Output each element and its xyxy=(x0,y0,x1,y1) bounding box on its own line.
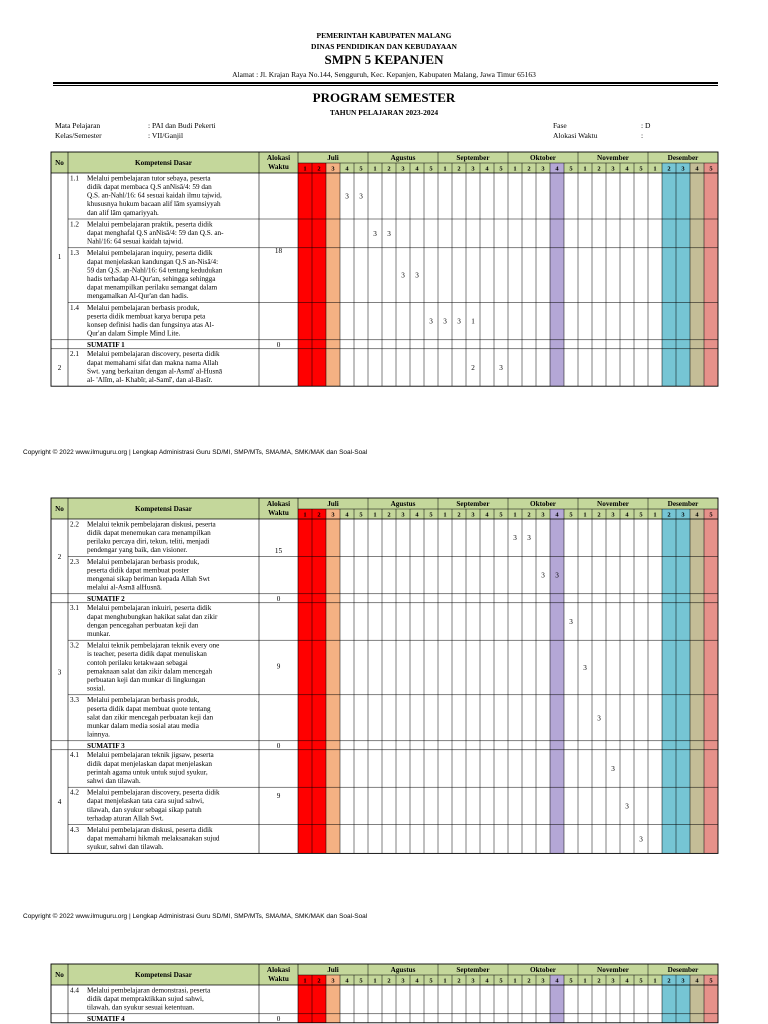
table2-month-september: September xyxy=(456,500,490,508)
table3-week-label: 1 xyxy=(513,977,517,985)
table2-month-agustus: Agustus xyxy=(390,500,416,508)
table3-week-label: 4 xyxy=(695,977,699,985)
class-value: : VII/Ganjil xyxy=(148,131,184,140)
table1-month-agustus: Agustus xyxy=(390,154,416,162)
table1-kd-text: dan alif lām qamariyyah. xyxy=(87,208,159,217)
table2-kd-number: 4.2 xyxy=(70,788,79,797)
table2-kd-text: Melalui pembelajaran berbasis produk, xyxy=(87,696,200,705)
academic-year: TAHUN PELAJARAN 2023-2024 xyxy=(329,108,439,117)
table2-kd-text: syukur, sahwi dan tilawah. xyxy=(87,843,164,852)
table1-week-value: 1 xyxy=(471,317,475,326)
table2-week-label: 2 xyxy=(667,511,671,519)
table1-week-label: 5 xyxy=(429,165,433,173)
table1-kd-number: 1.4 xyxy=(70,303,79,312)
department-name: DINAS PENDIDIKAN DAN KEBUDAYAAN xyxy=(311,42,457,51)
table2-week-band-28 xyxy=(676,519,690,853)
table1-week-value: 3 xyxy=(401,271,405,280)
table3-week-label: 4 xyxy=(415,977,419,985)
table3-month-desember: Desember xyxy=(667,966,699,974)
table3-kd-text: didik dapat mempraktikkan sujud sahwi, xyxy=(87,995,204,1003)
table1-week-band-30 xyxy=(704,173,718,386)
table3-week-label: 2 xyxy=(317,977,321,985)
table2-kd-number: 3.1 xyxy=(70,604,79,613)
table3-week-label: 5 xyxy=(499,977,503,985)
table3-month-juli: Juli xyxy=(327,966,339,974)
table3-week-label: 1 xyxy=(583,977,587,985)
table2-col-alokasi: Alokasi xyxy=(266,500,291,508)
table1-kd-text: dapat menampilkan perilaku semangat dalam xyxy=(87,283,218,292)
table1-kd-text: Qur'an dalam Simple Mind Lite. xyxy=(87,329,181,338)
table2-kd-number: 4.3 xyxy=(70,826,79,834)
table1-kd-text: didik dapat membaca Q.S anNisā/4: 59 dan xyxy=(87,183,212,191)
table2-week-value: 3 xyxy=(611,765,615,773)
table2-week-value: 3 xyxy=(555,571,559,580)
table2-week-label: 3 xyxy=(681,511,685,519)
table1-week-label: 3 xyxy=(541,165,545,173)
table2-kd-number: 2.3 xyxy=(70,557,79,566)
table2-week-value: 3 xyxy=(639,835,643,844)
table2-kd-text: dapat menjelaskan tata cara sujud sahwi, xyxy=(87,797,204,806)
phase-value: : D xyxy=(641,121,651,130)
table2-kd-text: didik dapat menjelaskan dapat menjelaskan xyxy=(87,759,212,768)
table2-kd-text: peserta didik dapat membuat poster xyxy=(87,566,190,575)
table1-col-kompetensi: Kompetensi Dasar xyxy=(135,159,192,167)
table1-kd-text: Melalui pembelajaran inquiry, peserta didik xyxy=(87,249,213,258)
table1-month-oktober: Oktober xyxy=(530,154,556,162)
table1-week-value: 3 xyxy=(443,317,447,326)
table2-kd-text: sosial. xyxy=(87,684,106,693)
table2-kd-text: terhadap aturan Allah Swt. xyxy=(87,814,164,823)
table2-week-label: 5 xyxy=(639,511,643,519)
table1-week-label: 4 xyxy=(625,165,629,173)
table1-week-value: 3 xyxy=(345,192,349,201)
table1-week-label: 2 xyxy=(527,165,531,173)
table3-kd-text: Melalui pembelajaran demonstrasi, peserta xyxy=(87,986,211,995)
table1-week-label: 3 xyxy=(681,165,685,173)
table1-kd-text: Swt. yang berkaitan dengan al-Asmā' al-Husnā xyxy=(87,367,223,376)
table1-kd-number: 2.1 xyxy=(70,350,79,359)
table1-kd-text: Melalui pembelajaran discovery, peserta didik xyxy=(87,350,220,359)
table1-week-value: 3 xyxy=(387,229,391,238)
table2-week-label: 3 xyxy=(401,511,405,519)
table1-kd-text: Nahl/16: 64 sesuai kaidah tajwid. xyxy=(87,237,184,246)
phase-label: Fase xyxy=(553,121,567,130)
table1-month-november: November xyxy=(597,154,629,162)
table2-month-juli: Juli xyxy=(327,500,339,508)
table3-week-band-2 xyxy=(312,985,326,1023)
table1-kd-text: Melalui pembelajaran praktik, peserta didik xyxy=(87,220,213,229)
table2-kd-number: 3.2 xyxy=(70,641,79,650)
table3-week-label: 1 xyxy=(443,977,447,985)
table2-kd-text: contoh perilaku ketakwaan sebagai xyxy=(87,658,188,667)
table3-week-band-29 xyxy=(690,985,704,1023)
table3-col-alokasi: Alokasi xyxy=(266,966,291,974)
table3-week-label: 5 xyxy=(359,977,363,985)
table1-group-no: 2 xyxy=(57,364,62,372)
school-name: SMPN 5 KEPANJEN xyxy=(324,52,444,67)
table1-month-september: September xyxy=(456,154,490,162)
table2-col-waktu: Waktu xyxy=(268,509,289,517)
table2-kd-text: melalui al-Asmā alHusnā. xyxy=(87,583,162,592)
table1-kd-text: Q.S. an-Nahl/16: 64 sesuai kaidah ilmu tajwid, xyxy=(87,191,222,200)
table1-week-label: 1 xyxy=(373,165,377,173)
table1-week-label: 4 xyxy=(345,165,349,173)
table3-week-label: 3 xyxy=(541,977,545,985)
document-title: PROGRAM SEMESTER xyxy=(312,90,456,105)
table1-kd-text: al- 'Alīm, al- Khabīr, al-Samī', dan al-Basīr. xyxy=(87,376,213,384)
table2-kd-text: pemaknaan salat dan zikir dalam mencegah xyxy=(87,667,213,676)
table3-week-label: 3 xyxy=(611,977,615,985)
table3-sumatif-alloc: 0 xyxy=(276,1015,281,1024)
table2-kd-text: mengenai sikap beriman kepada Allah Swt xyxy=(87,575,210,583)
table1-sumatif-label: SUMATIF 1 xyxy=(87,341,125,350)
table2-group-alloc: 9 xyxy=(276,792,281,801)
table1-week-band-19 xyxy=(550,173,564,386)
table3-week-label: 4 xyxy=(625,977,629,985)
table1-kd-text: Melalui pembelajaran tutor sebaya, peserta xyxy=(87,174,211,183)
table3-week-label: 3 xyxy=(471,977,475,985)
table1-group-alloc: 18 xyxy=(274,246,283,255)
table2-week-label: 4 xyxy=(625,511,629,519)
table2-week-value: 3 xyxy=(527,534,531,543)
table1-week-label: 1 xyxy=(653,165,657,173)
table1-week-label: 1 xyxy=(513,165,517,173)
table3-week-band-3 xyxy=(326,985,340,1023)
table3-week-band-19 xyxy=(550,985,564,1023)
table1-week-label: 4 xyxy=(555,165,559,173)
table1-kd-text: dapat memahami sifat dan makna nama Allah xyxy=(87,358,219,367)
table2-week-label: 1 xyxy=(373,511,377,519)
table1-week-label: 3 xyxy=(471,165,475,173)
table2-week-band-27 xyxy=(662,519,676,853)
table2-kd-text: is teacher, peserta didik dapat menuliskan xyxy=(87,650,207,659)
table1-week-label: 5 xyxy=(569,165,573,173)
table1-kd-number: 1.2 xyxy=(70,220,79,229)
table2-kd-text: perbuatan keji dan munkar di lingkungan xyxy=(87,676,206,684)
table1-kd-text: 59 dan Q.S. an-Nahl/16: 64 tentang kedudukan xyxy=(87,266,223,275)
table2-kd-text: munkar. xyxy=(87,630,111,638)
table3-col-no: No xyxy=(55,971,64,979)
table1-kd-text: dapat menjelaskan kandungan Q.S an-Nisā/4: xyxy=(87,257,219,266)
table2-week-band-30 xyxy=(704,519,718,853)
table1-week-value: 3 xyxy=(429,317,433,326)
table1-kd-text: hadis terhadap Al-Qur'an, sehingga sehingga xyxy=(87,275,216,283)
government-name: PEMERINTAH KABUPATEN MALANG xyxy=(316,31,452,40)
table3-col-kompetensi: Kompetensi Dasar xyxy=(135,971,192,979)
table2-week-label: 3 xyxy=(331,511,335,519)
table3-week-band-1 xyxy=(298,985,312,1023)
table2-week-label: 1 xyxy=(443,511,447,519)
table1-week-label: 4 xyxy=(485,165,489,173)
table2-kd-text: perilaku percaya diri, tekun, teliti, menjadi xyxy=(87,537,210,546)
table3-week-label: 5 xyxy=(429,977,433,985)
table3-week-band-28 xyxy=(676,985,690,1023)
table2-group-no: 4 xyxy=(57,798,62,807)
table1-week-band-1 xyxy=(298,173,312,386)
table2-week-label: 4 xyxy=(345,511,349,519)
table2-sumatif-alloc: 0 xyxy=(276,742,281,751)
table1-week-label: 1 xyxy=(583,165,587,173)
table1-week-label: 3 xyxy=(611,165,615,173)
table1-kd-number: 1.1 xyxy=(70,174,79,183)
table3-week-label: 2 xyxy=(527,977,531,985)
time-allocation-label: Alokasi Waktu xyxy=(553,131,598,140)
table3-week-label: 2 xyxy=(597,977,601,985)
table1-week-value: 3 xyxy=(499,364,503,372)
table1-col-alokasi: Alokasi xyxy=(266,154,291,162)
table3-kd-number: 4.4 xyxy=(70,986,79,995)
table1-week-label: 5 xyxy=(709,165,713,173)
table1-week-label: 3 xyxy=(331,165,335,173)
table3-week-band-27 xyxy=(662,985,676,1023)
table3-week-label: 1 xyxy=(653,977,657,985)
table3-week-label: 2 xyxy=(667,977,671,985)
table2-col-no: No xyxy=(55,505,64,513)
table1-week-label: 5 xyxy=(499,165,503,173)
table1-month-desember: Desember xyxy=(667,154,699,162)
table1-kd-text: mengamalkan Al-Qur'an dan hadis. xyxy=(87,292,189,301)
table2-kd-text: didik dapat menemukan cara menampilkan xyxy=(87,529,211,537)
copyright-footer-1: Copyright © 2022 www.ilmuguru.org | Lengkap Administrasi Guru SD/MI, SMP/MTs, SMA/MA, SMK/MAK dan Soal-Soal xyxy=(23,449,368,456)
table1-kd-text: konsep definisi hadis dan fungsinya atas Al- xyxy=(87,321,214,329)
table2-week-label: 3 xyxy=(611,511,615,519)
table2-kd-text: munkar dalam media sosial atau media xyxy=(87,722,199,730)
table2-week-label: 4 xyxy=(485,511,489,519)
table2-week-label: 4 xyxy=(695,511,699,519)
table2-kd-text: tilawah, dan syukur sebagai sikap patuh xyxy=(87,805,202,814)
table2-sumatif-label: SUMATIF 2 xyxy=(87,595,125,604)
table3-week-label: 2 xyxy=(387,977,391,985)
table3-week-band-30 xyxy=(704,985,718,1023)
table2-week-label: 2 xyxy=(457,511,461,519)
table1-week-value: 3 xyxy=(359,192,363,201)
table1-kd-text: khususnya hukum bacaan alif lām syamsiyyah xyxy=(87,200,221,209)
table2-week-value: 3 xyxy=(541,571,545,580)
table2-kd-text: Melalui pembelajaran diskusi, peserta didik xyxy=(87,826,213,834)
table1-week-label: 2 xyxy=(457,165,461,173)
table3-col-waktu: Waktu xyxy=(268,975,289,983)
table2-week-label: 5 xyxy=(499,511,503,519)
table1-week-band-28 xyxy=(676,173,690,386)
table1-week-label: 2 xyxy=(387,165,391,173)
table1-week-value: 3 xyxy=(373,229,377,238)
table2-week-band-1 xyxy=(298,519,312,853)
subject-label: Mata Pelajaran xyxy=(55,121,101,130)
table3-week-label: 3 xyxy=(401,977,405,985)
table2-kd-text: Melalui pembelajaran berbasis produk, xyxy=(87,557,200,566)
table2-kd-text: Melalui pembelajaran teknik jigsaw, peserta xyxy=(87,751,214,760)
table2-week-value: 3 xyxy=(597,714,601,723)
table1-week-band-2 xyxy=(312,173,326,386)
table2-week-label: 2 xyxy=(527,511,531,519)
table3-week-label: 5 xyxy=(639,977,643,985)
table1-week-label: 5 xyxy=(639,165,643,173)
table3-week-label: 5 xyxy=(569,977,573,985)
table2-group-alloc: 9 xyxy=(276,662,281,671)
table1-week-label: 2 xyxy=(317,165,321,173)
table2-kd-text: dapat menghubungkan hakikat salat dan zikir xyxy=(87,612,218,621)
table2-sumatif-label: SUMATIF 3 xyxy=(87,742,125,751)
table2-week-label: 3 xyxy=(541,511,545,519)
table2-kd-text: Melalui pembelajaran inkuiri, peserta didik xyxy=(87,604,212,613)
table2-week-label: 4 xyxy=(555,511,559,519)
table2-week-label: 2 xyxy=(597,511,601,519)
table3-month-agustus: Agustus xyxy=(390,966,416,974)
table1-week-value: 3 xyxy=(415,271,419,280)
table2-week-label: 2 xyxy=(317,511,321,519)
table2-week-label: 5 xyxy=(359,511,363,519)
table3-month-september: September xyxy=(456,966,490,974)
table1-kd-number: 1.3 xyxy=(70,249,79,258)
table1-col-waktu: Waktu xyxy=(268,163,289,171)
table1-group-no: 1 xyxy=(57,252,62,261)
table2-kd-text: lainnya. xyxy=(87,730,110,739)
table3-week-label: 2 xyxy=(457,977,461,985)
table2-kd-number: 4.1 xyxy=(70,751,79,760)
table2-week-label: 2 xyxy=(387,511,391,519)
table3-week-label: 4 xyxy=(345,977,349,985)
table2-week-value: 3 xyxy=(625,802,629,811)
table1-week-label: 2 xyxy=(667,165,671,173)
table1-week-value: 3 xyxy=(457,317,461,326)
table1-week-value: 2 xyxy=(471,364,475,372)
table1-col-no: No xyxy=(55,159,64,167)
table2-week-label: 1 xyxy=(513,511,517,519)
table2-week-label: 3 xyxy=(471,511,475,519)
table2-week-value: 3 xyxy=(513,534,517,543)
table2-kd-text: dengan pencegahan perbuatan keji dan xyxy=(87,621,199,630)
table1-sumatif-alloc: 0 xyxy=(276,341,281,350)
table2-kd-number: 2.2 xyxy=(70,520,79,529)
table2-sumatif-alloc: 0 xyxy=(276,595,281,604)
table2-kd-number: 3.3 xyxy=(70,696,79,705)
table1-week-label: 4 xyxy=(695,165,699,173)
table2-week-label: 5 xyxy=(709,511,713,519)
table2-kd-text: Melalui pembelajaran discovery, peserta didik xyxy=(87,788,220,797)
table1-week-label: 1 xyxy=(443,165,447,173)
table2-kd-text: peserta didik dapat membuat quote tentang xyxy=(87,704,211,713)
table2-group-no: 2 xyxy=(57,552,62,561)
class-label: Kelas/Semester xyxy=(55,131,102,140)
table2-kd-text: sahwi dan tilawah. xyxy=(87,777,141,785)
table2-group-alloc: 15 xyxy=(274,546,283,555)
table3-month-november: November xyxy=(597,966,629,974)
table2-week-label: 1 xyxy=(303,511,307,519)
table3-week-label: 1 xyxy=(303,977,307,985)
table1-kd-text: peserta didik membuat karya berupa peta xyxy=(87,312,206,321)
table1-week-band-27 xyxy=(662,173,676,386)
table2-week-label: 5 xyxy=(569,511,573,519)
table3-week-label: 3 xyxy=(681,977,685,985)
table2-week-label: 5 xyxy=(429,511,433,519)
table2-kd-text: dapat memahami hikmah melaksanakan sujud xyxy=(87,834,220,843)
subject-value: : PAI dan Budi Pekerti xyxy=(148,121,216,130)
table2-kd-text: perintah agama untuk untuk sujud syukur, xyxy=(87,768,208,777)
table2-month-november: November xyxy=(597,500,629,508)
table2-month-desember: Desember xyxy=(667,500,699,508)
table1-week-label: 5 xyxy=(359,165,363,173)
school-address: Alamat : Jl. Krajan Raya No.144, Sengguruh, Kec. Kepanjen, Kabupaten Malang, Jawa Timur 65163 xyxy=(232,70,536,79)
table3-week-label: 4 xyxy=(485,977,489,985)
table1-week-label: 3 xyxy=(401,165,405,173)
copyright-footer-2: Copyright © 2022 www.ilmuguru.org | Lengkap Administrasi Guru SD/MI, SMP/MTs, SMA/MA, SMK/MAK dan Soal-Soal xyxy=(23,913,368,920)
table3-kd-text: tilawah, dan syukur sesuai ketentuan. xyxy=(87,1003,195,1012)
table1-week-band-29 xyxy=(690,173,704,386)
table2-week-band-29 xyxy=(690,519,704,853)
table1-month-juli: Juli xyxy=(327,154,339,162)
table2-week-value: 3 xyxy=(569,618,573,626)
table2-kd-text: Melalui teknik pembelajaran teknik every one xyxy=(87,641,220,650)
table1-week-label: 4 xyxy=(415,165,419,173)
table2-week-label: 4 xyxy=(415,511,419,519)
table2-week-label: 1 xyxy=(653,511,657,519)
table2-kd-text: pendengar yang baik, dan visioner. xyxy=(87,546,188,555)
table3-week-label: 3 xyxy=(331,977,335,985)
table2-group-no: 3 xyxy=(57,668,62,677)
table2-week-label: 1 xyxy=(583,511,587,519)
table2-week-band-19 xyxy=(550,519,564,853)
table1-week-band-3 xyxy=(326,173,340,386)
table1-kd-text: Melalui pembelajaran berbasis produk, xyxy=(87,303,200,312)
table2-kd-text: Melalui teknik pembelajaran diskusi, peserta xyxy=(87,520,216,529)
table2-week-band-2 xyxy=(312,519,326,853)
table3-week-label: 4 xyxy=(555,977,559,985)
time-allocation-value: : xyxy=(641,131,644,140)
table3-month-oktober: Oktober xyxy=(530,966,556,974)
table2-kd-text: salat dan zikir mencegah perbuatan keji dan xyxy=(87,713,214,722)
table1-kd-text: dapat menghafal Q.S anNisā/4: 59 dan Q.S. an- xyxy=(87,229,224,237)
table2-week-band-3 xyxy=(326,519,340,853)
table2-week-value: 3 xyxy=(583,664,587,672)
table3-week-label: 1 xyxy=(373,977,377,985)
table2-col-kompetensi: Kompetensi Dasar xyxy=(135,505,192,513)
table1-week-label: 1 xyxy=(303,165,307,173)
table2-month-oktober: Oktober xyxy=(530,500,556,508)
table3-week-label: 5 xyxy=(709,977,713,985)
table3-sumatif-label: SUMATIF 4 xyxy=(87,1015,125,1024)
table1-week-label: 2 xyxy=(597,165,601,173)
